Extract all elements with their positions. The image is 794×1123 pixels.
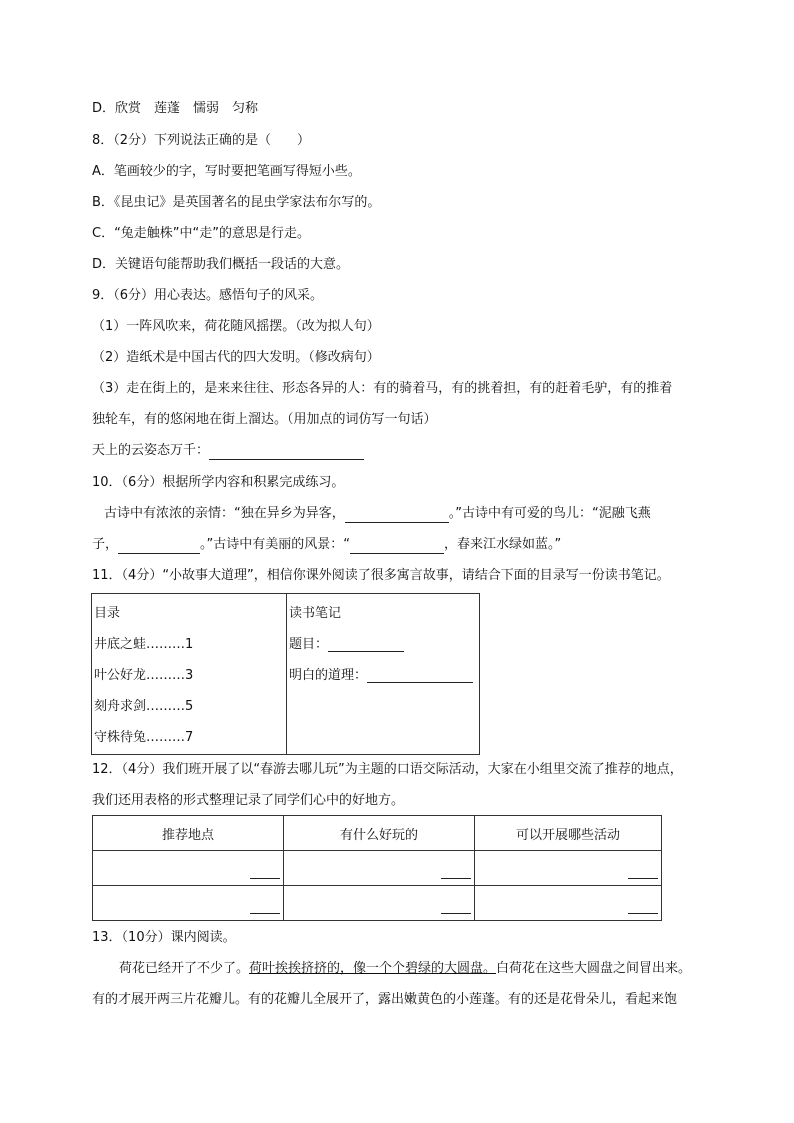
q13-stem: 13．（10分）课内阅读。 bbox=[92, 930, 236, 945]
q10-text-1a: 古诗中有浓浓的亲情：“独在异乡为异客， bbox=[104, 506, 345, 521]
q9-part3-line2: 独轮车，有的悠闲地在街上溜达。（用加点的词仿写一句话） bbox=[92, 412, 437, 427]
table-row bbox=[93, 886, 662, 921]
answer-blank[interactable] bbox=[250, 878, 280, 879]
q8-stem: 8．（2分）下列说法正确的是（ ） bbox=[92, 133, 311, 148]
q10-text-1b: 。”古诗中有可爱的鸟儿：“泥融飞燕 bbox=[448, 506, 651, 521]
toc-item: 守株待兔………7 bbox=[94, 730, 194, 745]
title-label: 题目： bbox=[289, 637, 329, 652]
table-cell[interactable] bbox=[93, 886, 284, 921]
title-row bbox=[289, 633, 404, 652]
lesson-label: 明白的道理： bbox=[289, 668, 368, 683]
q8-option-d: D．关键语句能帮助我们概括一段话的大意。 bbox=[92, 257, 350, 272]
q10-text-2c: ，春来江水绿如蓝。” bbox=[444, 537, 562, 552]
table-cell[interactable] bbox=[475, 886, 662, 921]
toc-column bbox=[92, 594, 287, 755]
answer-blank[interactable] bbox=[250, 913, 280, 914]
table-cell[interactable] bbox=[284, 851, 475, 886]
lesson-row bbox=[289, 664, 473, 683]
passage-text: 白荷花在这些大圆盘之间冒出来。 bbox=[496, 961, 692, 976]
q9-part2: （2）造纸术是中国古代的四大发明。（修改病句） bbox=[92, 350, 380, 365]
table-cell[interactable] bbox=[475, 851, 662, 886]
passage-underlined-sentence: 荷叶挨挨挤挤的，像一个个碧绿的大圆盘。 bbox=[249, 961, 497, 976]
header-fun: 有什么好玩的 bbox=[284, 816, 475, 851]
passage-text: 荷花已经开了不少了。 bbox=[119, 961, 250, 976]
toc-header: 目录 bbox=[94, 606, 121, 621]
q7-option-d: D．欣赏 莲蓬 懦弱 匀称 bbox=[92, 101, 259, 116]
answer-blank[interactable] bbox=[441, 878, 471, 879]
toc-item: 刻舟求剑………5 bbox=[94, 699, 194, 714]
q9-part3-answer-line bbox=[92, 442, 364, 460]
answer-blank[interactable] bbox=[628, 913, 658, 914]
q8-option-a: A．笔画较少的字，写时要把笔画写得短小些。 bbox=[92, 164, 361, 179]
notes-column bbox=[287, 594, 480, 755]
recommend-table bbox=[92, 815, 662, 921]
q12-stem-line2: 我们还用表格的形式整理记录了同学们心中的好地方。 bbox=[92, 793, 405, 808]
answer-blank[interactable] bbox=[441, 913, 471, 914]
q10-stem: 10．（6分）根据所学内容和积累完成练习。 bbox=[92, 475, 345, 490]
q8-option-b: B．《昆虫记》是英国著名的昆虫学家法布尔写的。 bbox=[92, 195, 381, 210]
table-cell[interactable] bbox=[93, 851, 284, 886]
q13-passage-line2: 有的才展开两三片花瓣儿。有的花瓣儿全展开了，露出嫩黄色的小莲蓬。有的还是花骨朵儿，看起来饱 bbox=[92, 992, 678, 1007]
toc-item: 叶公好龙………3 bbox=[94, 668, 194, 683]
q11-stem: 11．（4分）“小故事大道理”，相信你课外阅读了很多寓言故事，请结合下面的目录写一份读书笔记。 bbox=[92, 568, 670, 583]
q8-option-c: C．“兔走触株”中“走”的意思是行走。 bbox=[92, 226, 311, 241]
reading-notes-table bbox=[91, 593, 480, 755]
answer-blank[interactable] bbox=[118, 539, 200, 554]
toc-item: 井底之蛙………1 bbox=[94, 637, 194, 652]
table-row bbox=[93, 851, 662, 886]
answer-blank[interactable] bbox=[209, 445, 364, 460]
q9-part3-prompt: 天上的云姿态万千： bbox=[92, 443, 210, 458]
q10-text-2a: 子， bbox=[92, 537, 119, 552]
q13-passage-line1 bbox=[119, 960, 691, 978]
answer-blank[interactable] bbox=[328, 637, 404, 652]
answer-blank[interactable] bbox=[345, 508, 449, 523]
answer-blank[interactable] bbox=[628, 878, 658, 879]
q10-text-2b: 。”古诗中有美丽的风景：“ bbox=[200, 537, 350, 552]
q9-stem: 9．（6分）用心表达。感悟句子的风采。 bbox=[92, 288, 324, 303]
header-place: 推荐地点 bbox=[93, 816, 284, 851]
answer-blank[interactable] bbox=[367, 668, 473, 683]
header-activities: 可以开展哪些活动 bbox=[475, 816, 662, 851]
q12-stem-line1: 12．（4分）我们班开展了以“春游去哪儿玩”为主题的口语交际活动，大家在小组里交流了推荐的地点， bbox=[92, 762, 683, 777]
q9-part3-line1: （3）走在街上的，是来来往往、形态各异的人：有的骑着马，有的挑着担，有的赶着毛驴，有的推着 bbox=[92, 381, 673, 396]
table-cell[interactable] bbox=[284, 886, 475, 921]
q10-line2 bbox=[92, 536, 561, 554]
q10-line1 bbox=[104, 505, 651, 523]
notes-header: 读书笔记 bbox=[289, 606, 342, 621]
q9-part1: （1）一阵风吹来，荷花随风摇摆。（改为拟人句） bbox=[92, 319, 380, 334]
answer-blank[interactable] bbox=[350, 539, 444, 554]
